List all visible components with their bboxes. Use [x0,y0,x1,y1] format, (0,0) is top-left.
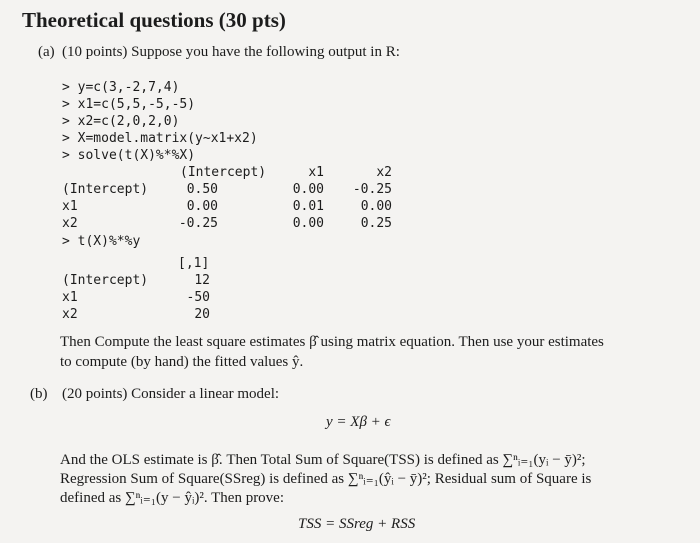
matrix-cell: 0.00 [360,199,392,214]
matrix-row-name: x2 [62,307,78,322]
r-code-line: > y=c(3,-2,7,4) [62,80,180,95]
matrix-col-header: x2 [376,165,392,180]
matrix-col-header: [,1] [178,256,210,271]
part-a-label: (a) [38,44,55,60]
matrix-row-name: x1 [62,199,78,214]
matrix-col-header: x1 [308,165,324,180]
part-a-followup: to compute (by hand) the fitted values ŷ. [60,354,304,370]
matrix-cell: 0.00 [292,216,324,231]
matrix-cell: -50 [186,290,210,305]
page-title: Theoretical questions (30 pts) [22,8,286,32]
r-code-line: > t(X)%*%y [62,234,141,249]
matrix-cell: 0.00 [292,182,324,197]
part-b-text: (20 points) Consider a linear model: [62,386,280,402]
matrix-row-name: x1 [62,290,78,305]
r-code-line: > solve(t(X)%*%X) [62,148,196,163]
r-code-line: > x1=c(5,5,-5,-5) [62,97,196,112]
tss-equation: TSS = SSreg + RSS [298,516,416,532]
r-code-line: > X=model.matrix(y~x1+x2) [62,131,258,146]
matrix-row-name: x2 [62,216,78,231]
matrix-row-name: (Intercept) [62,182,149,197]
matrix-cell: -0.25 [352,182,392,197]
part-b-paragraph: Regression Sum of Square(SSreg) is defined as ∑ⁿᵢ₌₁(ŷᵢ − ȳ)²; Residual sum of Square is [60,471,592,487]
matrix-cell: 0.01 [292,199,324,214]
matrix-row-name: (Intercept) [62,273,149,288]
part-b-label: (b) [30,386,48,402]
part-a-followup: Then Compute the least square estimates β̂ using matrix equation. Then use your estimates [60,334,604,350]
matrix-cell: 0.50 [186,182,218,197]
matrix-cell: 0.25 [360,216,392,231]
model-equation: y = Xβ + ϵ [326,414,391,430]
part-b-paragraph: And the OLS estimate is β̂. Then Total Sum of Square(TSS) is defined as ∑ⁿᵢ₌₁(yᵢ − ȳ)²; [60,452,586,468]
matrix-col-header: (Intercept) [180,165,267,180]
part-b-paragraph: defined as ∑ⁿᵢ₌₁(y − ŷᵢ)². Then prove: [60,490,285,506]
matrix-cell: 12 [194,273,210,288]
part-a-text: (10 points) Suppose you have the following output in R: [62,44,400,60]
matrix-cell: 0.00 [186,199,218,214]
matrix-cell: 20 [194,307,210,322]
matrix-cell: -0.25 [178,216,218,231]
r-code-line: > x2=c(2,0,2,0) [62,114,180,129]
